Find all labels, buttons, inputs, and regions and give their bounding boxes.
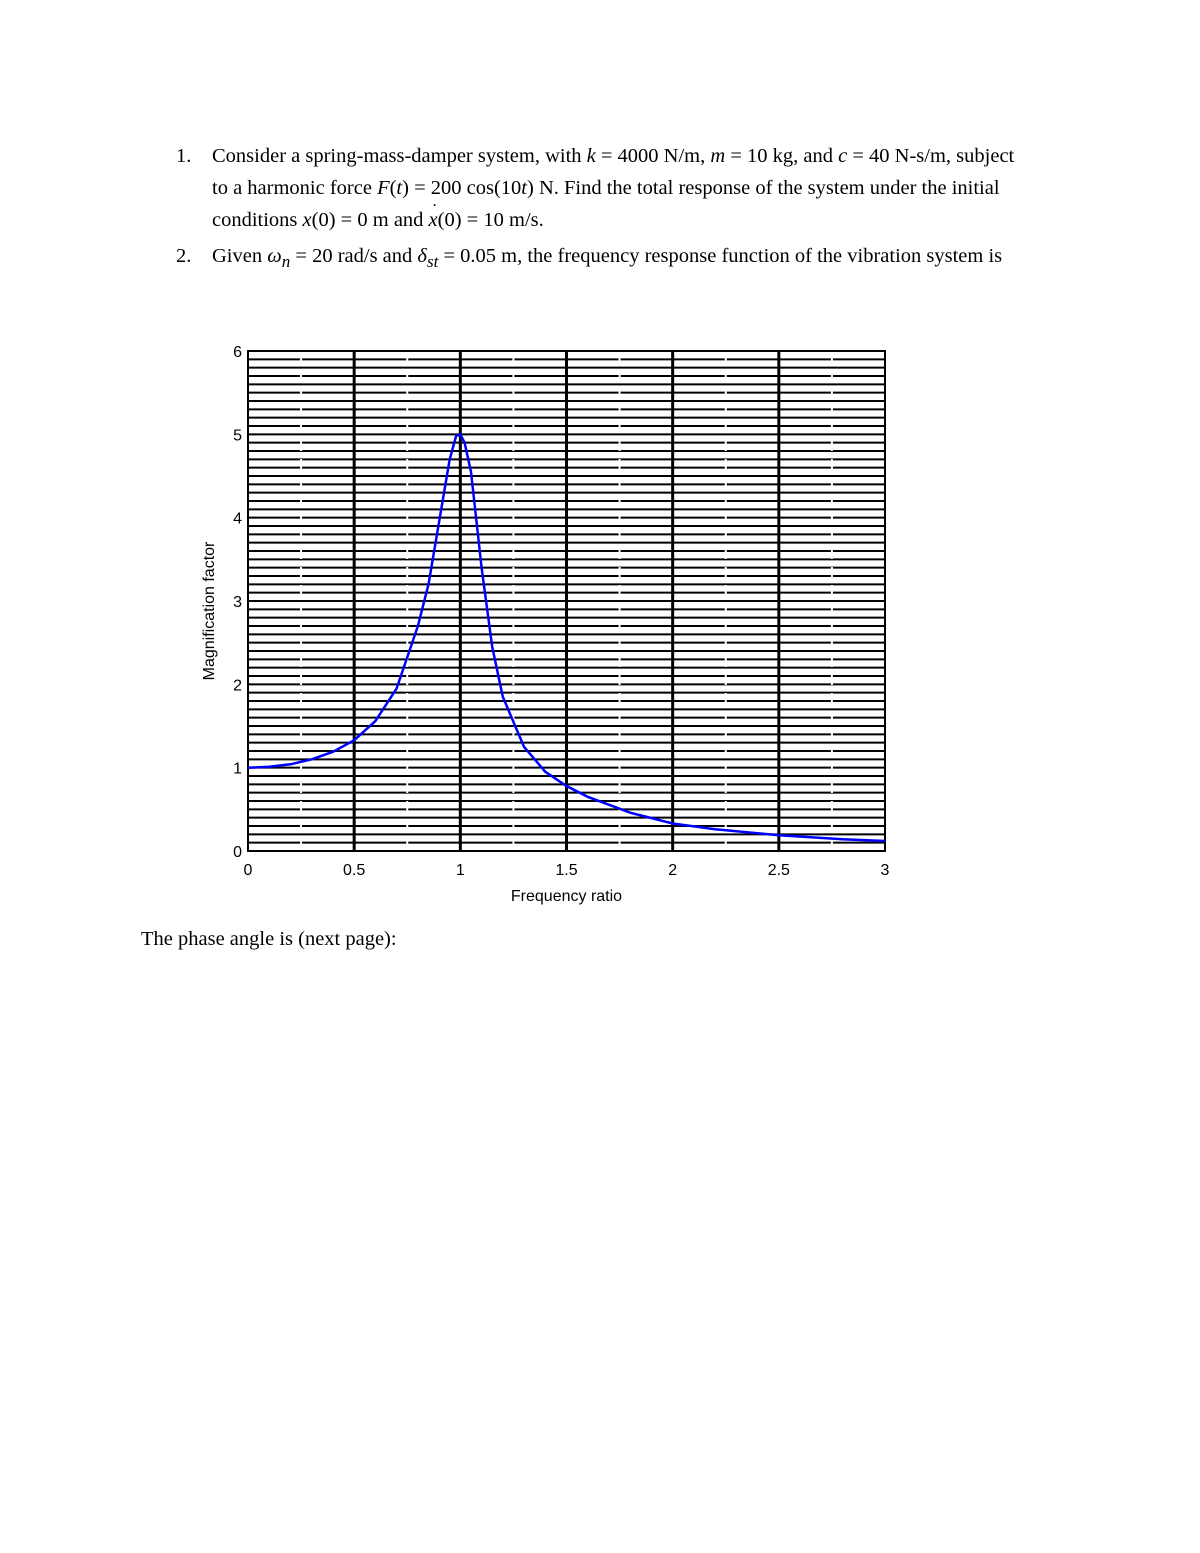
- text-run: ) N. Find the total response of the system under the initial conditions: [212, 177, 1000, 231]
- var-t: t: [396, 177, 403, 199]
- text-run: (: [389, 177, 397, 199]
- text-run: = 10 kg, and: [725, 145, 839, 167]
- y-tick-label: 1: [233, 760, 242, 778]
- trailing-text: The phase angle is (next page):: [141, 928, 397, 950]
- text-run: = 40 N-s/m, subject to a harmonic force: [212, 145, 1015, 199]
- x-tick-labels: [244, 862, 890, 879]
- problem-1: [176, 140, 1026, 236]
- var-delta: δ: [417, 245, 427, 267]
- var-t: t: [521, 177, 527, 199]
- text-run: (0) = 10 m/s.: [437, 209, 544, 231]
- x-tick-label: 1.5: [555, 862, 578, 879]
- y-axis-label: Magnification factor: [201, 541, 218, 681]
- subscript-st: st: [426, 252, 439, 272]
- var-x: x: [302, 209, 312, 231]
- var-omega: ω: [267, 245, 282, 267]
- y-tick-label: 0: [233, 844, 242, 861]
- x-tick-label: 1: [455, 862, 465, 879]
- text-run: Given: [212, 245, 268, 267]
- text-run: (0) = 0 m and: [311, 209, 429, 231]
- text-run: = 0.05 m, the frequency response function of the vibration system is: [438, 245, 1003, 267]
- text-run: = 20 rad/s and: [290, 245, 418, 267]
- x-tick-label: 3: [880, 862, 890, 879]
- y-tick-label: 4: [233, 510, 242, 528]
- y-tick-label: 2: [233, 677, 242, 695]
- problem-2: [176, 240, 1026, 278]
- text-run: Consider a spring-mass-damper system, with: [212, 145, 587, 167]
- problem-1-text: [212, 140, 1026, 236]
- y-tick-labels: [233, 344, 242, 861]
- x-tick-label: 0: [243, 862, 253, 879]
- text-run: = 4000 N/m,: [595, 145, 711, 167]
- y-tick-label: 5: [233, 427, 242, 445]
- problem-2-text: [212, 240, 1026, 278]
- x-axis-label: Frequency ratio: [510, 888, 623, 905]
- var-k: k: [586, 145, 596, 167]
- text-run: ) = 200 cos(10: [402, 177, 522, 199]
- var-x-dot: ˙ x: [429, 204, 438, 236]
- var-m: m: [710, 145, 726, 167]
- subscript-n: n: [281, 252, 291, 272]
- problem-number: 1.: [176, 145, 192, 167]
- y-tick-label: 3: [233, 594, 242, 611]
- y-tick-label: 6: [233, 344, 242, 361]
- chart-grid: [248, 351, 885, 851]
- x-tick-label: 2.5: [767, 862, 790, 879]
- x-tick-label: 0.5: [343, 862, 366, 879]
- problem-number: 2.: [176, 245, 192, 267]
- var-c: c: [838, 145, 848, 167]
- frequency-response-chart: [190, 335, 910, 915]
- x-tick-label: 2: [668, 862, 678, 879]
- var-F: F: [377, 177, 390, 199]
